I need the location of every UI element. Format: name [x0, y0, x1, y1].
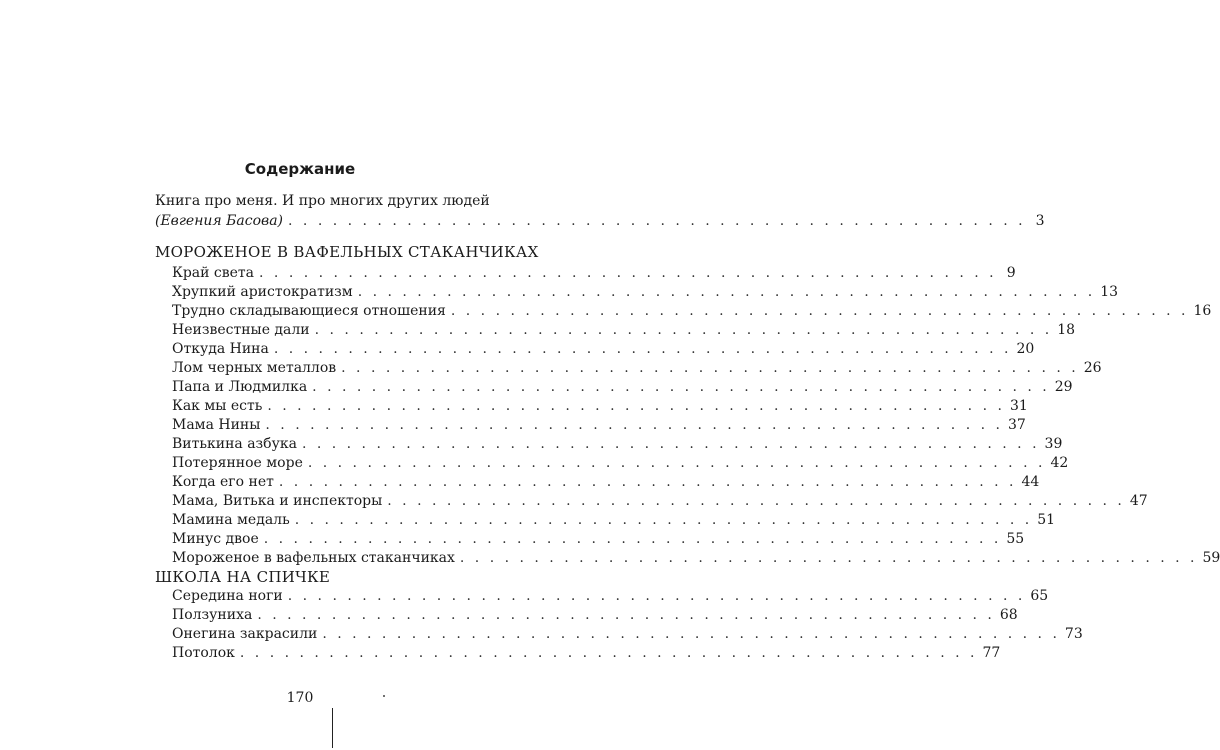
toc-entry: [172, 606, 1018, 624]
toc-entry: [172, 473, 1040, 491]
entry-page: 31: [1009, 398, 1028, 414]
entry-page: 65: [1030, 588, 1049, 604]
entry-title: Хрупкий аристократизм: [172, 284, 353, 300]
toc-entry: [172, 625, 1083, 643]
leader-dots: . . . . . . . . . . . . . . . . . . . . . . . . . . . . . . . . . . . . . . . . . . . . . . . . . .: [273, 341, 1012, 357]
section-heading: ШКОЛА НА СПИЧКЕ: [155, 568, 331, 586]
leader-dots: . . . . . . . . . . . . . . . . . . . . . . . . . . . . . . . . . . . . . . . . . . . . . . . . . .: [278, 474, 1017, 490]
leader-dots: . . . . . . . . . . . . . . . . . . . . . . . . . . . . . . . . . . . . . . . . . . . . . . . . . .: [259, 265, 997, 281]
entry-page: 37: [1007, 417, 1026, 433]
toc-entry: [172, 454, 1069, 472]
toc-entry: [172, 264, 1016, 282]
entry-title: Мама Нины: [172, 417, 261, 433]
leader-dots: . . . . . . . . . . . . . . . . . . . . . . . . . . . . . . . . . . . . . . . . . . . . . . . . . .: [341, 360, 1079, 376]
leader-dots: . . . . . . . . . . . . . . . . . . . . . . . . . . . . . . . . . . . . . . . . . . . . . . . . . .: [263, 531, 1002, 547]
entry-page: 47: [1129, 493, 1148, 509]
entry-page: 18: [1057, 322, 1076, 338]
entry-title: Откуда Нина: [172, 341, 269, 357]
leader-dots: . . . . . . . . . . . . . . . . . . . . . . . . . . . . . . . . . . . . . . . . . . . . . . . . . .: [312, 379, 1050, 395]
toc-entry: [172, 435, 1063, 453]
toc-title: Содержание: [244, 160, 356, 178]
leader-dots: . . . . . . . . . . . . . . . . . . . . . . . . . . . . . . . . . . . . . . . . . . . . . . . . . .: [450, 303, 1189, 319]
entry-title: Мамина медаль: [172, 512, 290, 528]
entry-page: 44: [1021, 474, 1040, 490]
leader-dots: . . . . . . . . . . . . . . . . . . . . . . . . . . . . . . . . . . . . . . . . . . . . . . . . . .: [265, 417, 1003, 433]
entry-page: 20: [1016, 341, 1035, 357]
toc-entry: [172, 549, 1220, 567]
toc-entry: [172, 416, 1026, 434]
leader-dots: . . . . . . . . . . . . . . . . . . . . . . . . . . . . . . . . . . . . . . . . . . . . . . . . . .: [239, 645, 978, 661]
toc-entry: [172, 359, 1102, 377]
intro-page: 3: [1035, 213, 1045, 229]
toc-entry: [172, 587, 1049, 605]
section-heading: МОРОЖЕНОЕ В ВАФЕЛЬНЫХ СТАКАНЧИКАХ: [155, 243, 539, 261]
entry-page: 13: [1100, 284, 1119, 300]
leader-dots: . . . . . . . . . . . . . . . . . . . . . . . . . . . . . . . . . . . . . . . . . . . . . . . . . .: [287, 588, 1026, 604]
entry-title: Потолок: [172, 645, 235, 661]
entry-title: Минус двое: [172, 531, 259, 547]
entry-title: Потерянное море: [172, 455, 303, 471]
entry-page: 73: [1064, 626, 1083, 642]
toc-entry: [172, 302, 1212, 320]
entry-page: 42: [1050, 455, 1069, 471]
entry-title: Неизвестные дали: [172, 322, 310, 338]
entry-title: Лом черных металлов: [172, 360, 337, 376]
toc-entry: [172, 340, 1035, 358]
toc-entry: [172, 511, 1056, 529]
toc-entry: [172, 397, 1028, 415]
print-speck: [383, 695, 385, 697]
entry-title: Папа и Людмилка: [172, 379, 308, 395]
entry-page: 9: [1006, 265, 1016, 281]
entry-title: Витькина азбука: [172, 436, 297, 452]
leader-dots: . . . . . . . . . . . . . . . . . . . . . . . . . . . . . . . . . . . . . . . . . . . . . . . . . .: [307, 455, 1046, 471]
entry-page: 51: [1037, 512, 1056, 528]
leader-dots: . . . . . . . . . . . . . . . . . . . . . . . . . . . . . . . . . . . . . . . . . . . . . . . . . .: [294, 512, 1033, 528]
entry-title: Середина ноги: [172, 588, 283, 604]
entry-page: 26: [1083, 360, 1102, 376]
leader-dots: . . . . . . . . . . . . . . . . . . . . . . . . . . . . . . . . . . . . . . . . . . . . . . . . . .: [301, 436, 1040, 452]
toc-entry: [172, 321, 1076, 339]
entry-title: Мороженое в вафельных стаканчиках: [172, 550, 455, 566]
leader-dots: . . . . . . . . . . . . . . . . . . . . . . . . . . . . . . . . . . . . . . . . . . . . . . . . . .: [322, 626, 1060, 642]
entry-title: Когда его нет: [172, 474, 274, 490]
entry-page: 77: [982, 645, 1001, 661]
page-number: 170: [286, 690, 314, 706]
entry-title: Онегина закрасили: [172, 626, 318, 642]
leader-dots: . . . . . . . . . . . . . . . . . . . . . . . . . . . . . . . . . . . . . . . . . . . . . . . . . .: [314, 322, 1053, 338]
leader-dots: . . . . . . . . . . . . . . . . . . . . . . . . . . . . . . . . . . . . . . . . . . . . . . . . . .: [357, 284, 1096, 300]
leader-dots: . . . . . . . . . . . . . . . . . . . . . . . . . . . . . . . . . . . . . . . . . . . . . . . . . .: [387, 493, 1125, 509]
entry-page: 29: [1054, 379, 1073, 395]
entry-page: 55: [1006, 531, 1025, 547]
leader-dots: . . . . . . . . . . . . . . . . . . . . . . . . . . . . . . . . . . . . . . . . . . . . . . . . . .: [288, 213, 1026, 229]
entry-title: Трудно складывающиеся отношения: [172, 303, 446, 319]
entry-page: 59: [1202, 550, 1220, 566]
intro-author-line: [155, 212, 1045, 230]
entry-title: Ползуниха: [172, 607, 253, 623]
toc-entry: [172, 283, 1119, 301]
toc-entry: [172, 644, 1001, 662]
intro-author: (Евгения Басова): [155, 213, 284, 229]
entry-page: 16: [1193, 303, 1212, 319]
leader-dots: . . . . . . . . . . . . . . . . . . . . . . . . . . . . . . . . . . . . . . . . . . . . . . . . . .: [267, 398, 1005, 414]
intro-title-line: [155, 192, 490, 210]
entry-page: 39: [1044, 436, 1063, 452]
toc-entry: [172, 492, 1148, 510]
intro-title: Книга про меня. И про многих других людей: [155, 193, 490, 209]
entry-page: 68: [999, 607, 1018, 623]
toc-entry: [172, 378, 1073, 396]
toc-entry: [172, 530, 1025, 548]
leader-dots: . . . . . . . . . . . . . . . . . . . . . . . . . . . . . . . . . . . . . . . . . . . . . . . . . .: [459, 550, 1198, 566]
leader-dots: . . . . . . . . . . . . . . . . . . . . . . . . . . . . . . . . . . . . . . . . . . . . . . . . . .: [257, 607, 995, 623]
page-edge-mark: [332, 708, 333, 748]
entry-title: Край света: [172, 265, 255, 281]
entry-title: Мама, Витька и инспекторы: [172, 493, 383, 509]
entry-title: Как мы есть: [172, 398, 263, 414]
